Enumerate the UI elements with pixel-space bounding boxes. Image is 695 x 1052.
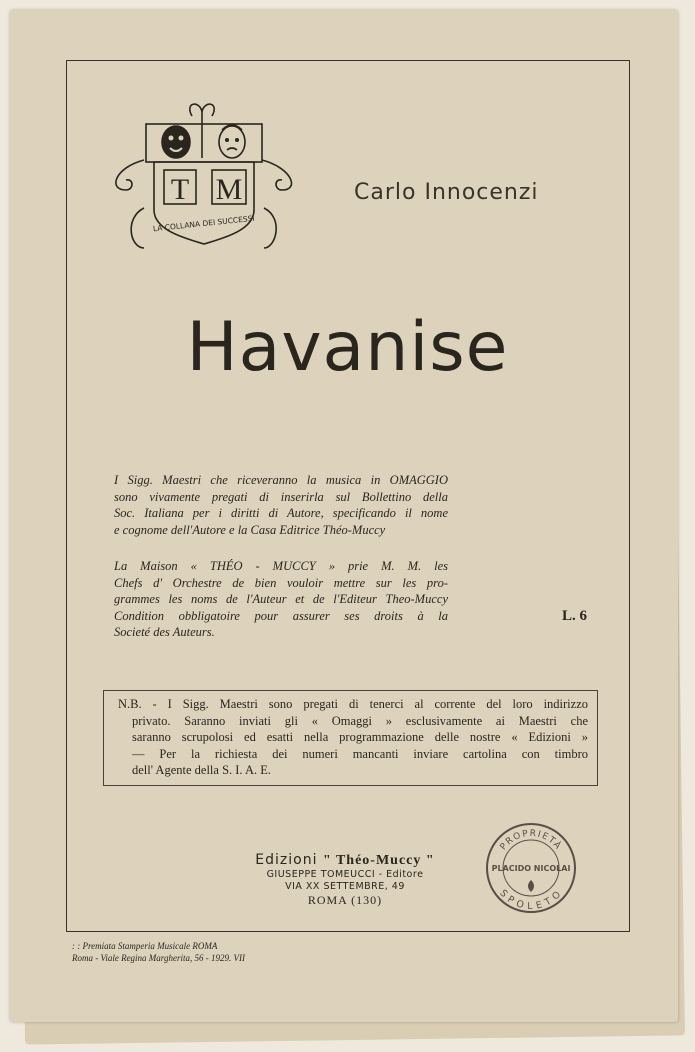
italian-notice-line: e cognome dell'Autore e la Casa Editrice Théo-Muccy: [114, 522, 386, 537]
publisher-name: [230, 852, 460, 869]
monogram-m: M: [215, 173, 243, 206]
printer-imprint: [72, 940, 245, 964]
italian-notice: [114, 472, 448, 538]
nb-note-line: saranno scrupolosi ed esatti nella programmazione delle nostre « Edizioni »: [132, 730, 588, 744]
nb-note: [118, 696, 588, 779]
svg-text:PROPRIETÀ: [499, 829, 565, 852]
piece-title: Havanise: [186, 308, 509, 387]
french-notice-line: La Maison « THÉO - MUCCY » prie M. M. les: [114, 559, 448, 573]
french-notice: [114, 558, 448, 641]
italian-notice-line: I Sigg. Maestri che riceveranno la musica in OMAGGIO: [114, 473, 448, 487]
nb-note-line: N.B. - I Sigg. Maestri sono pregati di tenerci al corrente del loro indirizzo: [118, 697, 588, 711]
french-notice-line: Chefs d' Orchestre de bien vouloir mettre sur les pro-: [114, 575, 448, 590]
stamp-top-text: PROPRIETÀ: [498, 828, 564, 853]
printer-line: : : Premiata Stamperia Musicale ROMA: [72, 941, 218, 951]
logo-motto: LA COLLANA DEI SUCCESSI: [152, 213, 255, 234]
publisher-city: ROMA (130): [307, 893, 383, 907]
italian-notice-line: sono vivamente pregati di inserirla sul Bollettino della: [114, 489, 448, 504]
fleur-de-lis-icon: [528, 880, 534, 892]
publisher-block: [230, 852, 460, 908]
publisher-address: VIA XX SETTEMBRE, 49: [285, 881, 405, 892]
publisher-logo: [104, 98, 304, 268]
italian-notice-line: Soc. Italiana per i diritti di Autore, specificando il nome: [114, 506, 448, 520]
printer-line: Roma - Viale Regina Margherita, 56 - 1929. VII: [72, 953, 245, 963]
ownership-stamp: [485, 822, 577, 914]
french-notice-line: grammes les noms de l'Auteur et de l'Editeur Theo-Muccy: [114, 592, 448, 606]
french-notice-line: Condition obbligatoire pour assurer ses droits à la: [114, 608, 448, 623]
composer-name: Carlo Innocenzi: [354, 180, 539, 205]
nb-note-line: — Per la richiesta dei numeri mancanti inviare cartolina con timbro: [132, 746, 588, 761]
french-notice-line: Societé des Auteurs.: [114, 625, 215, 639]
publisher-prefix: Edizioni: [255, 852, 318, 868]
publisher-brand: " Théo-Muccy ": [322, 853, 435, 868]
stamp-bottom-text: SPOLETO: [497, 887, 565, 913]
price-label: L. 6: [562, 608, 588, 624]
publisher-editor: GIUSEPPE TOMEUCCI - Editore: [266, 869, 424, 880]
monogram-t: T: [170, 173, 190, 206]
nb-note-line: dell' Agente della S. I. A. E.: [132, 763, 272, 777]
stamp-middle-text: PLACIDO NICOLAI: [491, 864, 571, 873]
nb-note-line: privato. Saranno inviati gli « Omaggi » esclusivamente ai Maestri che: [132, 713, 588, 728]
